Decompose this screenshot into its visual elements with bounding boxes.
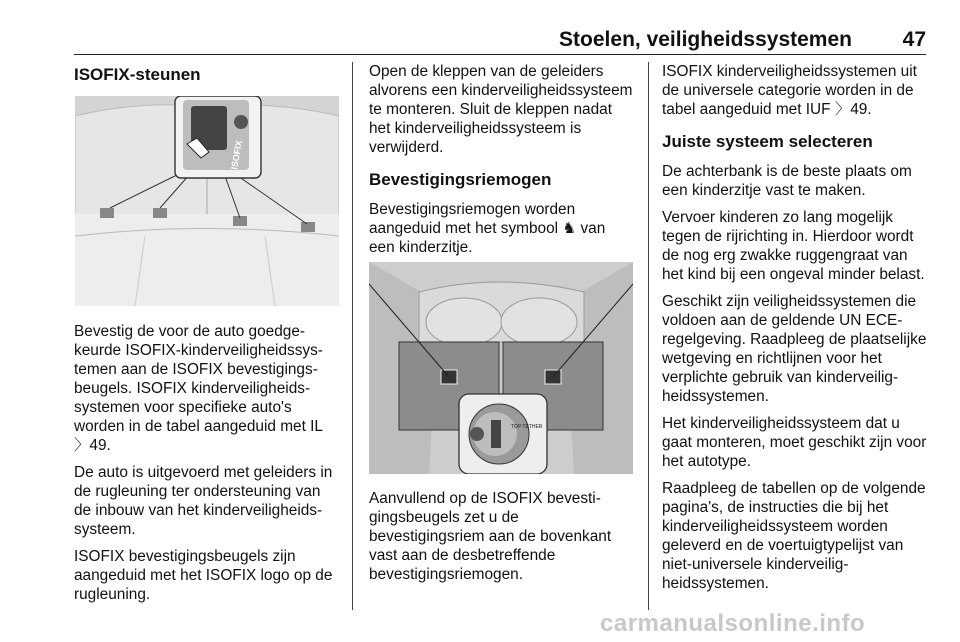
column-divider <box>352 62 353 610</box>
page-ref <box>74 437 111 454</box>
page-ref <box>835 101 872 118</box>
column-2 <box>369 62 635 265</box>
paragraph: ISOFIX bevestigingsbeugels zijn aangeduid met het ISOFIX logo op de rugleuning. <box>74 548 333 603</box>
column-2-body <box>369 489 635 592</box>
figure-isofix-seat <box>75 96 339 306</box>
paragraph: Open de kleppen van de geleiders alvorens een kinderveiligheidssysteem te monteren. Sluit de kleppen nadat het kinderveiligheidssysteem is verwijderd. <box>369 63 633 156</box>
top-tether-label: TOP TETHER <box>511 424 543 430</box>
column-1 <box>74 62 340 95</box>
paragraph: Vervoer kinderen zo lang mogelijk tegen de rijrichting in. Hierdoor wordt de nog erg zwakke ruggengraat van het kind bij een ongeval minder belast. <box>662 209 925 283</box>
page-ref-number: 49. <box>89 437 111 454</box>
paragraph-text: Bevestig de voor de auto goedgekeurde ISOFIX-kinderveiligheidssystemen aan de ISOFIX bevestigingsbeugels. ISOFIX kinderveiligheidssystemen voor specifieke auto's worden in de tabel aangeduid met IL <box>74 323 323 435</box>
heading-bevestigingsriemogen: Bevestigingsriemogen <box>369 170 552 189</box>
paragraph: Aanvullend op de ISOFIX bevestigingsbeugels zet u de bevestigingsriem aan de bovenkant vast aan de desbetreffende bevestigingsriemogen. <box>369 490 612 583</box>
watermark: carmanualsonline.info <box>600 610 866 637</box>
heading-isofix-steunen: ISOFIX-steunen <box>74 65 201 84</box>
paragraph: Raadpleeg de tabellen op de volgende pagina's, de instructies die bij het kinderveiligheidssysteem worden geleverd en de voertuigtypelijst van niet-universele kinderveiligheidssystemen. <box>662 480 926 592</box>
paragraph: De auto is uitgevoerd met geleiders in de rugleuning ter ondersteuning van de inbouw van het kinderveiligheidssysteem. <box>74 464 333 538</box>
paragraph-text: Bevestigingsriemogen worden aangeduid met het symbool <box>369 201 576 237</box>
page-number: 47 <box>902 28 926 51</box>
isofix-seat-illustration <box>75 96 339 306</box>
paragraph <box>74 322 340 455</box>
column-divider <box>648 62 649 610</box>
page-header <box>74 28 926 55</box>
column-3 <box>662 62 928 601</box>
paragraph <box>662 62 928 119</box>
paragraph: Het kinderveiligheidssysteem dat u gaat monteren, moet geschikt zijn voor het autotype. <box>662 415 927 470</box>
figure-isofix-label: ISOFIX <box>229 139 245 171</box>
paragraph-text: ISOFIX kinderveiligheidssystemen uit de universele categorie worden in de tabel aangeduid met IUF <box>662 63 917 118</box>
section-title: Stoelen, veiligheidssystemen <box>559 28 852 51</box>
heading-juiste-systeem-selecteren: Juiste systeem selecteren <box>662 132 873 151</box>
paragraph: De achterbank is de beste plaats om een kinderzitje vast te maken. <box>662 163 912 199</box>
column-1-body <box>74 322 340 612</box>
tether-symbol-icon: ♞ <box>562 220 577 237</box>
page-ref-number: 49. <box>850 101 872 118</box>
paragraph: Geschikt zijn veiligheidssystemen die voldoen aan de geldende UN ECE-regelgeving. Raadpleeg de plaatselijke wetgeving en richtlijnen voor het verplichte gebruik van kinderveiligheidssystemen. <box>662 293 927 405</box>
top-tether-illustration <box>369 262 633 474</box>
paragraph <box>369 200 635 257</box>
figure-top-tether <box>369 262 633 474</box>
paragraph-text: van een kinderzitje. <box>369 220 606 256</box>
